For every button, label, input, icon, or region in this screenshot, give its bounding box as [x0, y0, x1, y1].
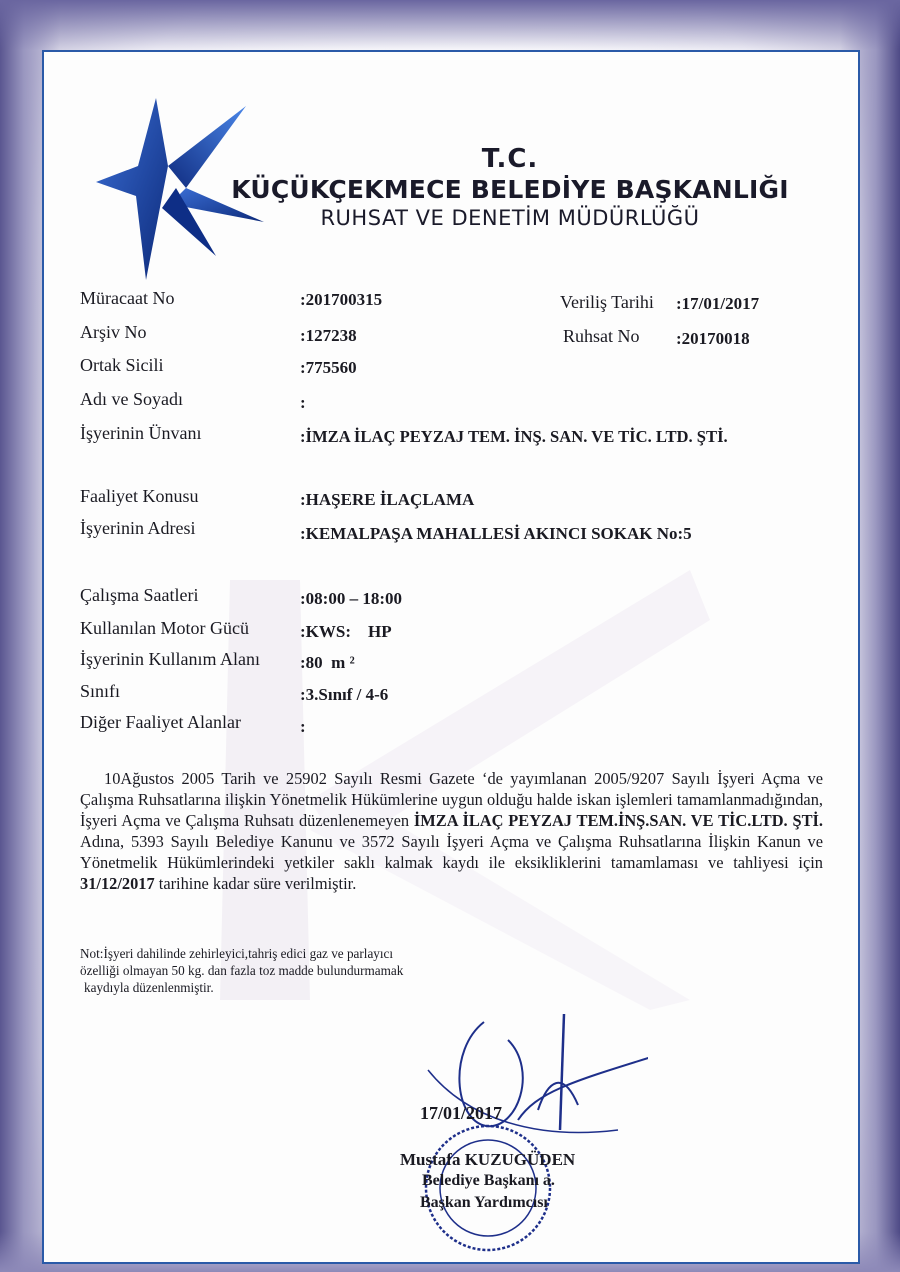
official-stamp-icon	[388, 1010, 648, 1260]
note-line-3: kaydıyla düzenlenmiştir.	[84, 980, 214, 995]
signature-title-1: Belediye Başkanı a.	[422, 1172, 555, 1189]
header-organization: KÜÇÜKÇEKMECE BELEDİYE BAŞKANLIĞI	[231, 175, 789, 204]
sinif-value: :3.Sınıf / 4-6	[300, 685, 389, 704]
adi-soyadi-value: :	[300, 393, 306, 412]
arsiv-label: Arşiv No	[80, 322, 147, 342]
calisma-saat-label: Çalışma Saatleri	[80, 585, 199, 605]
body-deadline: 31/12/2017	[80, 874, 155, 893]
adi-soyadi-label: Adı ve Soyadı	[80, 389, 183, 409]
signature-title-2: Başkan Yardımcısı	[420, 1194, 548, 1211]
ruhsat-value: :20170018	[676, 329, 750, 348]
diger-value: :	[300, 717, 306, 736]
body-part3: tarihine kadar süre verilmiştir.	[154, 874, 357, 893]
signature-name: Mustafa KUZUGÜDEN	[400, 1150, 576, 1169]
faaliyet-value: :HAŞERE İLAÇLAMA	[300, 490, 475, 509]
header-tc: T.C.	[481, 144, 539, 174]
note-line-2: özelliği olmayan 50 kg. dan fazla toz madde bulundurmamak	[80, 963, 404, 978]
note-block	[80, 945, 500, 996]
diger-label: Diğer Faaliyet Alanlar	[80, 712, 241, 732]
body-part1: 10Ağustos 2005 Tarih ve 25902 Sayılı Resmi Gazete ‘de yayımlanan 2005/9207 Sayılı İşyeri Açma ve Çalışma Ruhsatlarına ilişkin Yönetmelik Hükümlerine uygun olduğu halde iskan işlemleri tamamlanmadığından, İşyeri Açma ve Çalışma Ruhsatı düzenlenemeyen	[80, 769, 823, 830]
unvan-value: :İMZA İLAÇ PEYZAJ TEM. İNŞ. SAN. VE TİC. LTD. ŞTİ.	[300, 427, 728, 446]
sinif-label: Sınıfı	[80, 681, 121, 701]
signature-date: 17/01/2017	[420, 1103, 503, 1123]
body-part2: Adına, 5393 Sayılı Belediye Kanunu ve 3572 Sayılı İşyeri Açma ve Çalışma Ruhsatlarına İlişkin Kanun ve Yönetmelik Hükümlerindeki yetkiler saklı kalmak kaydı ile eksikliklerini tamamlaması ve tahliyesi için	[80, 832, 823, 872]
ortak-sicil-label: Ortak Sicili	[80, 355, 164, 375]
alan-label: İşyerinin Kullanım Alanı	[80, 649, 260, 669]
adres-value: :KEMALPAŞA MAHALLESİ AKINCI SOKAK No:5	[300, 524, 692, 543]
muracaat-label: Müracaat No	[80, 288, 175, 308]
faaliyet-label: Faaliyet Konusu	[80, 486, 199, 506]
note-line-1: Not:İşyeri dahilinde zehirleyici,tahriş edici gaz ve parlayıcı	[80, 946, 394, 961]
header-department: RUHSAT VE DENETİM MÜDÜRLÜĞÜ	[320, 206, 700, 230]
unvan-label: İşyerinin Ünvanı	[80, 423, 202, 443]
verilis-value: :17/01/2017	[676, 294, 760, 313]
verilis-label: Veriliş Tarihi	[560, 292, 654, 312]
motor-value: :KWS: HP	[300, 622, 392, 641]
ortak-sicil-value: :775560	[300, 358, 357, 377]
calisma-saat-value: :08:00 – 18:00	[300, 589, 402, 608]
adres-label: İşyerinin Adresi	[80, 518, 196, 538]
body-company: İMZA İLAÇ PEYZAJ TEM.İNŞ.SAN. VE TİC.LTD. ŞTİ.	[413, 811, 823, 830]
alan-value: :80 m ²	[300, 653, 355, 672]
motor-label: Kullanılan Motor Gücü	[80, 618, 249, 638]
arsiv-value: :127238	[300, 326, 357, 345]
body-paragraph	[80, 768, 823, 894]
ruhsat-label: Ruhsat No	[563, 326, 640, 346]
muracaat-value: :201700315	[300, 290, 383, 309]
